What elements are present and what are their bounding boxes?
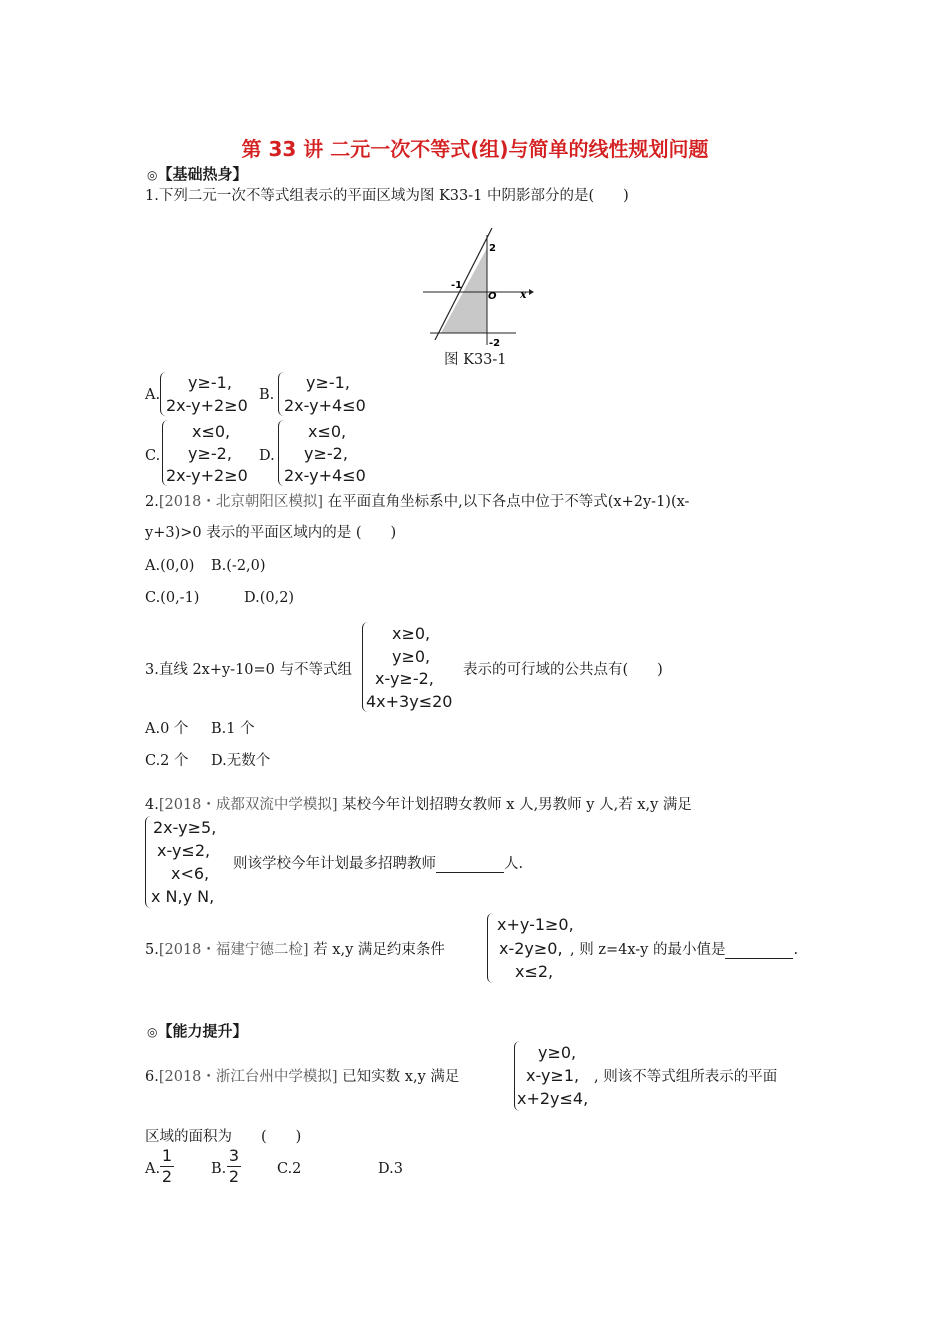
- q2-option-b: B.(-2,0): [211, 558, 266, 574]
- option-a-label: A.: [145, 387, 161, 403]
- option-c-line1: x≤0,: [192, 422, 231, 441]
- option-c-line3: 2x-y+2≥0: [166, 466, 248, 485]
- question-3-pre: 3.直线 2x+y-10=0 与不等式组: [145, 662, 353, 678]
- fraction-numerator: 3: [228, 1146, 240, 1165]
- q6-option-c: C.2: [277, 1161, 302, 1177]
- q3-option-c: C.2 个: [145, 753, 189, 769]
- option-d-label: D.: [259, 448, 275, 464]
- q3-option-a: A.0 个: [145, 721, 189, 737]
- answer-blank[interactable]: [725, 944, 793, 959]
- option-a-line1: y≥-1,: [188, 373, 232, 392]
- q3-system-line2: y≥0,: [392, 647, 431, 666]
- shaded-region: [441, 248, 487, 333]
- option-c-label: C.: [145, 448, 161, 464]
- question-number: 6.: [145, 1069, 159, 1085]
- question-1-stem: 1.下列二元一次不等式组表示的平面区域为图 K33-1 中阴影部分的是( ): [145, 188, 629, 204]
- answer-blank[interactable]: [436, 858, 504, 873]
- question-text: 在平面直角坐标系中,以下各点中位于不等式(x+2y-1)(x-: [327, 494, 690, 510]
- q3-system-line3: x-y≥-2,: [375, 669, 434, 688]
- question-4-post: [233, 855, 523, 873]
- tick-label-2: 2: [489, 243, 496, 254]
- question-6-pre: [145, 1068, 459, 1086]
- page-title: 第 33 讲 二元一次不等式(组)与简单的线性规划问题: [241, 137, 709, 161]
- q5-system-line3: x≤2,: [515, 962, 554, 981]
- question-text: 则该学校今年计划最多招聘教师: [233, 856, 436, 872]
- question-6-line2: 区域的面积为 ( ): [145, 1129, 302, 1145]
- q6-system-line2: x-y≥1,: [526, 1066, 580, 1085]
- q5-system-line1: x+y-1≥0,: [497, 915, 574, 934]
- option-c-line2: y≥-2,: [188, 444, 232, 463]
- brace-q5: [487, 913, 493, 983]
- tick-label-neg1: -1: [451, 280, 463, 291]
- question-text: 某校今年计划招聘女教师 x 人,男教师 y 人,若 x,y 满足: [342, 797, 692, 813]
- question-2-line1: [145, 493, 689, 511]
- q3-option-d: D.无数个: [211, 753, 271, 769]
- x-axis-label: x: [520, 288, 527, 301]
- question-source: [2018・北京朝阳区模拟]: [158, 494, 324, 510]
- question-source: [2018・浙江台州中学模拟]: [158, 1069, 338, 1085]
- q4-system-line4: x N,y N,: [151, 887, 215, 906]
- q6-system-line3: x+2y≤4,: [517, 1089, 589, 1108]
- section-label: 【能力提升】: [157, 1022, 248, 1040]
- question-number: 4.: [145, 797, 159, 813]
- section-heading-basic: [147, 163, 248, 184]
- question-number: 5.: [145, 942, 159, 958]
- q6-option-a-label: A.: [145, 1161, 161, 1177]
- q3-option-b: B.1 个: [211, 721, 255, 737]
- question-source: [2018・福建宁德二检]: [158, 942, 309, 958]
- q2-option-c: C.(0,-1): [145, 590, 200, 606]
- figure-caption: 图 K33-1: [444, 352, 507, 368]
- tick-label-neg2: -2: [489, 338, 501, 349]
- target-icon: ◎: [147, 168, 158, 182]
- origin-label: O: [488, 291, 497, 302]
- q2-option-d: D.(0,2): [244, 590, 295, 606]
- question-5-pre: [145, 941, 445, 959]
- q6-option-b-label: B.: [211, 1161, 227, 1177]
- q4-system-line2: x-y≤2,: [157, 841, 211, 860]
- q3-system-line1: x≥0,: [392, 624, 431, 643]
- section-label: 【基础热身】: [157, 165, 248, 183]
- fraction-denominator: 2: [228, 1167, 240, 1186]
- q6-option-d: D.3: [378, 1161, 403, 1177]
- question-text: 若 x,y 满足约束条件: [313, 942, 445, 958]
- question-number: 2.: [145, 494, 159, 510]
- q6-system-line1: y≥0,: [538, 1043, 577, 1062]
- question-text-end: .: [793, 942, 799, 958]
- option-d-line2: y≥-2,: [304, 444, 348, 463]
- q4-system-line3: x<6,: [171, 864, 210, 883]
- question-text-end: 人.: [504, 856, 524, 872]
- figure-k33-1: [418, 225, 536, 350]
- q5-system-line2: x-2y≥0,: [499, 939, 563, 958]
- question-text: , 则 z=4x-y 的最小值是: [570, 942, 726, 958]
- question-5-post: [570, 941, 798, 959]
- q4-system-line1: 2x-y≥5,: [153, 818, 217, 837]
- option-d-line1: x≤0,: [308, 422, 347, 441]
- q6-option-a-fraction: [160, 1147, 174, 1186]
- section-heading-advanced: [147, 1020, 248, 1041]
- x-axis-arrow-icon: [529, 289, 534, 295]
- q6-option-b-fraction: [227, 1147, 241, 1186]
- question-3-post: 表示的可行域的公共点有( ): [463, 662, 663, 678]
- question-source: [2018・成都双流中学模拟]: [158, 797, 338, 813]
- option-b-line1: y≥-1,: [306, 373, 350, 392]
- option-d-line3: 2x-y+4≤0: [284, 466, 366, 485]
- fraction-denominator: 2: [161, 1167, 173, 1186]
- question-6-post: , 则该不等式组所表示的平面: [594, 1069, 778, 1085]
- option-b-line2: 2x-y+4≤0: [284, 396, 366, 415]
- q2-option-a: A.(0,0): [145, 558, 195, 574]
- question-2-line2: y+3)>0 表示的平面区域内的是 ( ): [145, 525, 397, 541]
- question-4-line1: [145, 796, 692, 814]
- option-b-label: B.: [259, 387, 275, 403]
- question-text: 已知实数 x,y 满足: [342, 1069, 460, 1085]
- q3-system-line4: 4x+3y≤20: [366, 692, 453, 711]
- option-a-line2: 2x-y+2≥0: [166, 396, 248, 415]
- fraction-numerator: 1: [161, 1146, 173, 1165]
- target-icon: ◎: [147, 1025, 158, 1039]
